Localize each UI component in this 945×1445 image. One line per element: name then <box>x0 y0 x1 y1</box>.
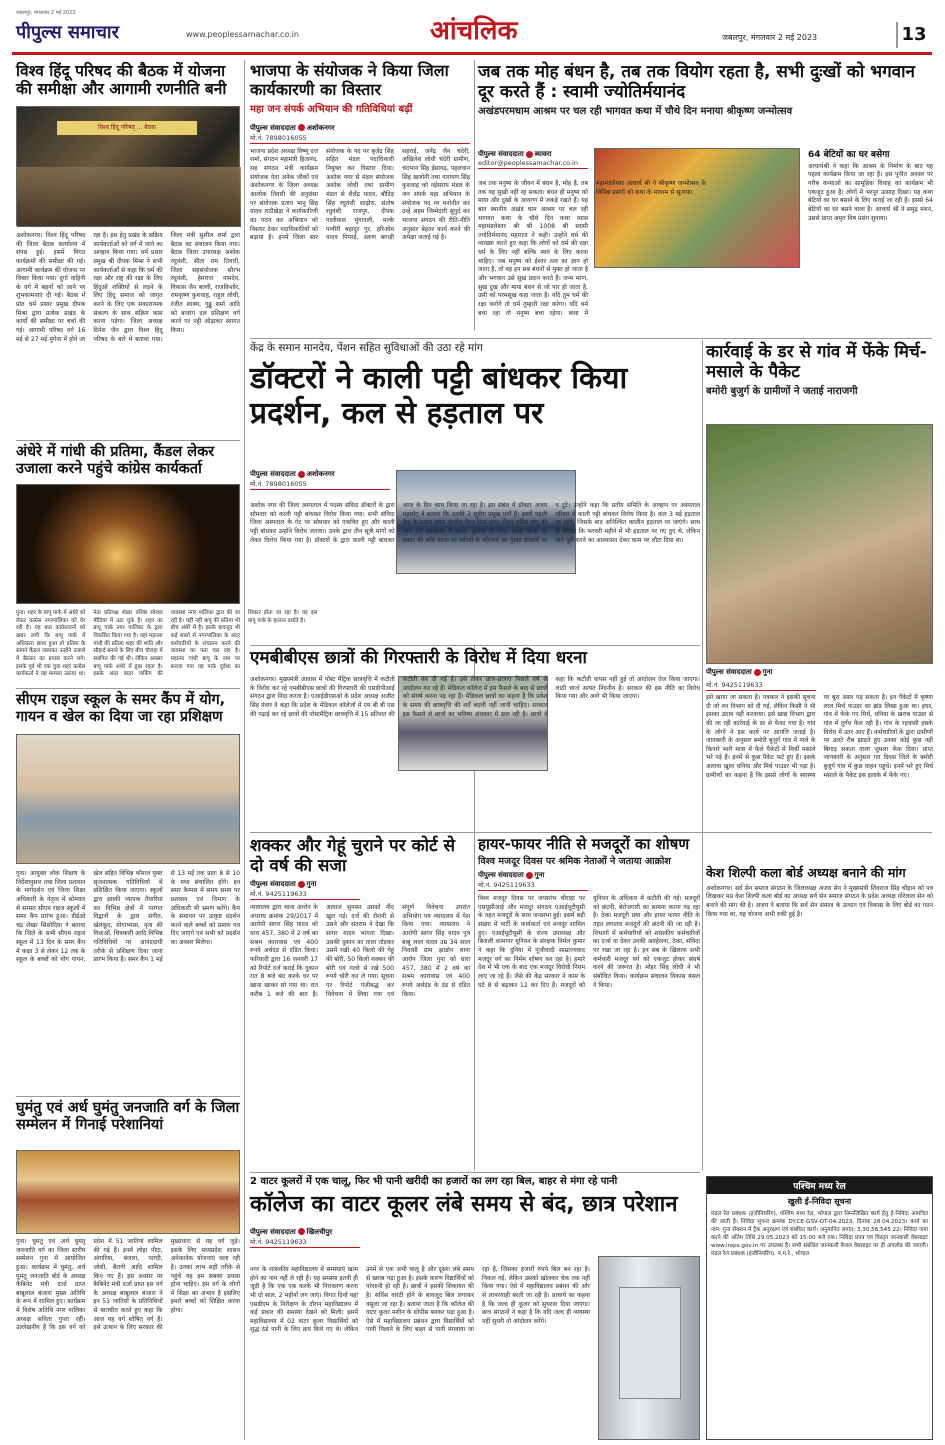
story-bjp <box>250 62 470 332</box>
article-body: अशोकनगर। मुख्यमंत्री आवास में पोस्ट मैट्रिक छात्रवृत्ति में कटौती के विरोध कर रहे एमबीबीएस छात्रों की गिरफ्तारी की एसडीपीआई संगठन द्वारा निंदा करता है। एआईडीएसओ के प्रदेश अध्यक्ष अजीत सिंह पंवार ने कहा कि प्रदेश के मेडिकल कॉलेजों में एम बी बी एस की पढ़ाई कर रहे छात्रों की पोस्टमैट्रिक छात्रवृत्ति में 15 प्रतिशत की कटौती कर दी गई है। इसे लेकर छात्र-छात्राएं पिछले वर्ष से आंदोलन कर रहे हैं। मेडिकल कॉलेज में इस फैसले के बाद से छात्रों को संघर्ष करना पड़ रहा है। मेडिकल छात्रों का कहना है कि प्रवेश के समय की छात्रवृत्ति की शर्तें बदली नहीं जानी चाहिए। सरकार इस फैसले से छात्रों का भविष्य अंधकार में डाल रही है। छात्रों ने कहा कि कटौती वापस नहीं हुई तो आंदोलन तेज किया जाएगा। लाठी चार्ज अत्यंत निंदनीय है। सरकार की इस नीति का विरोध किया गया और आगे भी किया जाएगा। <box>250 676 700 718</box>
headline: सीएम राइज स्कूल के समर कैंप में योग, गायन व खेल का दिया जा रहा प्रशिक्षण <box>16 692 226 726</box>
byline: पीपुल्स संवाददाता गुना <box>250 880 317 889</box>
photo-sammelan <box>16 1150 240 1234</box>
photo-candle-march <box>16 484 240 604</box>
article-body: अशोकनगर। सर्व सेन समाज संगठन के जिलाध्यक्ष अजय सेन ने मुख्यमंत्री शिवराज सिंह चौहान को पत्र लिखकर मप्र केश शिल्पी कला बोर्ड का अध्यक्ष सर्व सेन समाज संगठन के प्रदेश अध्यक्ष गोरेलाल सेन को बनाने की मांग की है। अजय ने बताया कि सर्व सेन समाज के उत्थान एवं विकास के लिए बोर्ड का गठन किया गया था, यह योजना अभी रुकी हुई है। <box>706 884 933 918</box>
page-number: 13 <box>896 22 930 48</box>
headline: केश शिल्पी कला बोर्ड अध्यक्ष बनाने की मांग <box>706 865 906 880</box>
article-body-cont <box>808 150 933 334</box>
byline-dot-icon <box>526 872 533 879</box>
photo-vhp-meeting <box>16 106 240 226</box>
photo-water-cooler <box>598 1256 700 1440</box>
article-body: गुना। आयुक्त लोक शिक्षण के निर्देशानुसार तथा जिला प्रशासन के मार्गदर्शन एवं जिला शिक्षा अधिकारी के नेतृत्व में सोमवार से समस्त सीएम राइज स्कूलों में समर कैंप प्रारंभ हुआ। डीईओ चंद्र शेखर सिसोदिया ने बताया कि जिले के सभी सीएम राइज स्कूल में 13 दिन के समर कैंप में कक्षा 3 से लेकर 12 तक के स्कूल के बच्चों को योग गायन, खेल सहित विभिन्न कौशल युक्त सृजनात्मक गतिविधियों में प्रशिक्षित किया जाएगा। स्कूलों द्वारा इसकी व्यापक तैयारियां कर विभिन्न क्षेत्रों में पारंगत विद्वानों के द्वारा संगीत, खेलकूद, योगाभ्यास, नृत्य की विधाओं, चित्रकारी आदि विभिन्न गतिविधियों पर आनंददायी तरीके से प्रशिक्षण दिया जाना प्रारंभ किया है। समर कैंप 1 मई से 13 मई तक प्रातः 8 से 10 के मध्य संचालित होंगे। इन समर कैम्पस में समय समय पर प्रशासन एवं विभाग के अधिकारी भी भ्रमण करेंगे। कैंप के समापन पर उत्कृष्ट प्रदर्शन करने वाले बच्चों को प्रमाण पत्र दिए जाएंगे एवं सभी को प्रदर्शन का अवसर मिलेगा। <box>16 870 240 964</box>
section-divider <box>250 832 932 833</box>
story-mirch <box>706 342 933 862</box>
story-ghumantu <box>16 1100 240 1440</box>
tender-body: मंडल रेल प्रबंधक (इंजीनियरिंग), पश्चिम मध्य रेल, भोपाल द्वारा निम्नलिखित कार्य हेतु ई-निविदा आमंत्रित की जाती है। निविदा सूचना क्रमांक DY.CE-GSV-OT-04-2023, दिनांक 28.04.2023। कार्य का नाम: गुना सेक्शन में ट्रैक अनुरक्षण एवं संबंधित कार्य। अनुमानित लागत: 3,30,56,545.22। निविदा जमा करने की अंतिम तिथि 29.05.2023 को 15:00 बजे तक। निविदा प्रपत्र एवं विस्तृत जानकारी वेबसाइट www.ireps.gov.in पर उपलब्ध है। सभी संबंधित जानकारी केवल वेबसाइट पर ही अपलोड की जाएगी। मंडल रेल प्रबंधक (इंजीनियरिंग), प.म.रे., भोपाल <box>711 1211 928 1257</box>
article-body: अशोक नगर की जिला अस्पताल में पदस्थ संविदा डॉक्टरों के द्वारा सोमवार को काली पट्टी बांधकर विरोध किया गया। सभी संविदा जिला अस्पताल के गेट पर सोमवार को एकत्रित हुए और काली पट्टी बांधकर उन्होंने विरोध जताया। उनके द्वारा तीन सूत्री मांगों को लेकर विरोध किया गया है। डॉक्टरों के द्वारा काली पट्टी बांधकर आज के दिन काम किया जा रहा है। इस संबंध में डॉक्टर अजय महलोत ने बताया कि उनकी 3 सूत्रीय प्रमुख मांगें हैं। इसमें पहली केंद्र के समान समय मानदेय वेतन दिया जाए। पेंशन स्कीम लागू की जाए एवं अस्पताल में बेहतर सुविधा दी जाए, ताकि किसी भी प्रकार की कोई घटना पर मरीजों के परिजनों का गुस्सा डॉक्टरों पर न टूटे। उन्होंने कहा कि प्रतीय समिति के आव्हान पर अस्पताल परिसर में काली पट्टी बांधकर विरोध किया है। कल 3 मई हड़ताल पर रहेंगे, जिसके बाद अनिश्चित कालीन हड़ताल पर जाएंगे। साथ ही बताया कि फरवरी महीने में भी हड़ताल पर गए हुए थे, लेकिन मांगें पूरी करने का आश्वासन देकर काम पर लौटा दिया था। <box>250 502 700 544</box>
section-title: आंचलिक <box>430 16 518 46</box>
subhead-64-betiyan: 64 बेटियों का घर बसेगा <box>808 150 890 160</box>
headline: अंधेरे में गांधी की प्रतिमा, कैंडल लेकर उजाला करने पहुंचे कांग्रेस कार्यकर्ता <box>16 444 215 478</box>
section-divider <box>250 1172 700 1173</box>
column-rule <box>702 340 703 1170</box>
article-body: इसे खाया जा सकता है। पत्रकार ने इसकी सूचना दी जो वन विभाग को दी गई, लेकिन किसी ने भी इसका उठाव नहीं करवाया। इसे खाद्य विभाग द्वारा की जा रही कार्रवाई के डर से फेंका गया है। गांव के लोगों ने इस कार्य पर आपत्ति जताई है। जानकारी के अनुसार बमोरी बुजुर्ग गांव में नाले के किनारे भारी मात्रा में फैले पैकेटों में मिर्ची मसाले भरे पड़े हैं। इनमें से कुछ पैकेट फटे हुए हैं। इसके अलावा खुला धनिया और मिर्च पाउडर भी पड़ा है। ग्रामीणों का कहना है कि इससे लोगों के स्वास्थ्य पर बुरा असर पड़ सकता है। इन पैकेटों में कृष्णा लाल मिर्च पाउडर का ब्रांड लिखा हुआ था। इधर, गांव में फेंके गए मिर्च, धनिया के खराब पाउडर से गांव में दुर्गंध फैल रही है। गांव के रहवासी इसके विरोध में उतर आए हैं। कर्मचारियों के द्वारा ग्रामीणों पर उलटे रौब झाड़ते हुए उनका कोई कुछ नहीं बिगाड़ सकता वाला जुमला फेंक दिया। प्राप्त जानकारी के अनुसार गत दिवस जिले के बमोरी बुजुर्ग गांव में कुछ वाहन पहुंचे। इनमें भरे हुए मिर्च मसाले के पैकेट इस इलाके में फेंके गए। <box>706 694 933 779</box>
brand-name: पीपुल्स समाचार <box>16 22 119 43</box>
column-rule <box>244 60 245 1440</box>
masthead <box>0 0 945 56</box>
headline: डॉक्टरों ने काली पट्टी बांधकर किया प्रदर्शन, कल से हड़ताल पर <box>250 360 628 431</box>
article-body: अशोकनगर। विश्व हिंदू परिषद की जिला बैठक कार्यालय में संपन्न हुई। इसमें विगत कार्यक्रमों की समीक्षा की गई। आगामी कार्यक्रम की योजना पर विचार किया गया। दुर्गा वाहिनी के वर्ग में बहनों को जाने पर शुभकामनाएं दी गईं। बैठक में प्रांत धर्म प्रसार प्रमुख दीपक मिश्रा द्वारा प्रत्येक प्रखंड के कार्यों की समीक्षा पर चर्चा की गई। आगामी परिषद वर्ग 16 मई से 27 मई मुंगेना में होने जा रहा है। इस हेतु प्रखंड के सक्रिय कार्यकर्ताओं को वर्ग में जाने का आव्हान किया गया। धर्म प्रसार प्रमुख श्री दीपक मिश्रा ने सभी कार्यकर्ताओं से कहा कि धर्म की रक्षा और राष्ट्र की रक्षा के लिए हिंदुओं शक्तियों से लड़ने के लिए हिंदू समाज को जागृत करने के लिए एक सकारात्मक संकल्प के साथ सक्रिय काम करना पड़ेगा। जिला अध्यक्ष दिनेश जैन द्वारा विश्व हिंदू परिषद के बारे में बताया गया। जिला मंत्री सुशील शर्मा द्वारा बैठक का संचालन किया गया। बैठक जिला उपाध्यक्ष अशोक रघुवंशी, सीता राम तिवारी, जिला सहसंयोजक सौरभ रघुवंशी, हेमराज नामदेव, विकास जैन बल्ली, राजकिशोर, रामकृष्ण कुशवाह, राहुल लोधी, रंजीत शाक्य, गुड्डू शर्मा आदि को बजरंग दल प्रशिक्षण वर्ग करने पर पट्टी ओढ़ाकर स्वागत किया। <box>16 232 240 343</box>
article-body: भाजपा प्रदेश अध्यक्ष विष्णु दत्त शर्मा, संगठन महामंत्री हितानंद, सह संगठन मंत्री कार्यक्रम संयोजक नेता अनेक जीकों एवं अशोकनगर के जिला अध्यक्ष आलोक तिवारी की अनुशंसा पर संयोजक प्रताप भानु सिंह यादव राठौखेड़ा ने कार्यकारिणी का गठन कर अभियान को विस्तार देकर पदाधिकारियों को बढ़ाया है। इनमें जिला स्तर संयोजक के पद पर बृजेंद्र सिंह सहित मंडल पदाधिकारी नियुक्त कर विस्तार दिया। अशोक नगर से मंडल संयोजक अशोक लोधी तथा ग्रामीण मंडल से शैलेंद्र यादव, बौदिड़ सिंह रघुवंशी शाढ़ोरा, संतोष रघुवंशी राजपुर, दीपक पालीवाल मुंगावली, मल्के पन्वीरी बहादुर पुर, हरिओम यादव पिपरई, अरुण बागड़ी सहराई, जनेंद्र जैन चंदेरी, अखिलेश लोधी चंदेरी ग्रामीण, चंदभान सिंह ईसागढ़, पहलवान सिंह खजोनी तथा नारायण सिंह कुशवाह को नईसराय मंडल के जन संपर्क महा अभियान के संयोजक पद पर मनोनीत कर उन्हें अहम जिम्मेदारी सुपुर्द कर भाजपा संगठन की रीति-नीति अनुसार बेहतर कार्य करने की अपेक्षा जताई गई है। <box>250 147 470 242</box>
section-divider <box>250 338 932 339</box>
kicker: 2 वाटर कूलरों में एक चालू, फिर भी पानी खरीदी का हजारों का लग रहा बिल, बाहर से मंगा रहे पानी <box>250 1176 618 1187</box>
byline: पीपुल्स संवाददाता गुना <box>706 668 773 676</box>
article-body-2: आचार्यश्री ने कहा कि आश्रम के निर्माण के बाद यह पहला कार्यक्रम किया जा रहा है। इस पुनीत अवसर पर गरीब कन्याओं का सामूहिक विवाह का कार्यक्रम भी एकजुट हुआ है। लोगों में भरपूर उत्साह दिखा। यह कथा बेटियों का घर बसाने के लिए कराई जा रही है। इससे 64 बेटियों का घर बसने वाला है। आचार्य श्री ने समुद्र मंथन, उससे प्राप्त अमृत विष प्रसंग सुनाया। <box>808 162 933 222</box>
headline: हायर-फायर नीति से मजदूरों का शोषण <box>478 835 690 853</box>
photo-dumped-packets <box>706 424 933 664</box>
subhead: महा जन संपर्क अभियान की गतिविधियां बढ़ीं <box>250 103 413 115</box>
photo-people-row <box>17 167 241 227</box>
byline-mobile: मो.नं. 7898016055 <box>250 479 390 490</box>
issue-date: जबलपुर, मंगलवार 2 मई 2023 <box>722 33 818 42</box>
byline-location: अशोकनगर <box>306 123 335 132</box>
section-divider <box>250 645 700 646</box>
headline: घुमंतु एवं अर्ध घुमंतु जनजाति वर्ग के जिला सम्मेलन में गिनाई परेशानियां <box>16 1100 240 1134</box>
byline-mobile: मो.नं. 9425119633 <box>478 880 588 891</box>
masthead-rule <box>12 52 932 55</box>
website-link[interactable]: www.peoplessamachar.co.in <box>186 30 299 39</box>
byline-mobile: मो.नं. 7898016055 <box>250 133 470 144</box>
story-shakkar <box>250 836 470 1166</box>
subhead: विश्व मजदूर दिवस पर श्रमिक नेताओं ने जताया आक्रोश <box>478 855 671 867</box>
cooler-panel <box>619 1287 681 1399</box>
tender-notice <box>706 1176 933 1440</box>
story-vhp <box>16 62 240 437</box>
article-body: गुना। घुमंतु एवं अर्ध घुमंतु जनजाति वर्ग का जिला स्तरीय सम्मेलन गुना में आयोजित हुआ। कार्यक्रम में घुमंतु, अर्ध घुमंतु जनजाति बोर्ड के अध्यक्ष कैबिनेट मंत्री दर्जा प्राप्त बाबूलाल बंजारा मुख्य अतिथि के रूप में शामिल हुए। कार्यक्रम में विशेष अतिथि नगर पालिका अध्यक्ष सविता गुप्ता रहीं। उल्लेखनीय है कि इस वर्ग को प्रदेश में 51 जातियां शामिल की गई हैं। इनमें लोहा पीटा, अंगारिया, बंजारा, पारदी, जोशी, बैरागी आदि शामिल किए गए हैं। इस अवसर पर कैबिनेट मंत्री दर्जा प्राप्त इस वर्ग के अध्यक्ष बाबूलाल बंजारा ने इन 51 जातियों के प्रतिनिधियों से बातचीत करते हुए कहा कि आज यह वर्ग शोषित वर्ग है। इसे उत्थान के लिए सरकार की मुख्यधारा से यह वर्ग जुड़े। इसके लिए मध्यप्रदेश शासन अनेकानेक योजनाएं चला रही है। उनका लाभ सही तरीके से पहुंचे यह हम सबका प्रयास होना चाहिए। इस वर्ग के लोगों में शिक्षा का अभाव है इसलिए हमारे बच्चों को शिक्षित करना होगा। <box>16 1238 240 1332</box>
tender-title: खुली ई-निविदा सूचना <box>787 1197 852 1206</box>
section-divider <box>16 440 240 441</box>
article-body: विश्व मजदूर दिवस पर जयस्तंभ चौराहा पर एसयूसीआई और मजदूर संगठन एआईयूटीयूसी के तहत मजदूरों के साथ जनसभा हुई। इसमें बड़ी संख्या में पार्टी के कार्यकर्ता एवं मजदूर शामिल हुए। एआईयूटीयूसी के राज्य उपाध्यक्ष और बिजली कामगार यूनियन के संरक्षक निर्मल कुमार ने कहा कि दुनिया में पूंजीवादी साम्राज्यवाद मजदूर वर्ग का निर्मम शोषण कर रहा है। हमारे देश में भी एक के बाद एक मजदूर विरोधी नियम लाए जा रहे हैं। जैसे की केंद्र सरकार ने काम के घंटे 8 से बढ़ाकर 12 कर दिए हैं। मजदूरों को यूनियन के अधिकार में कटौती की गई। मजदूरों को छंटनी, बेरोजगारी का सामना करना पड़ रहा है। ठेका मजदूरी प्रथा और हायर फायर नीति के तहत लगातार मजदूरों की छंटनी की जा रही है। विभागों में कर्मचारियों को शासकीय कर्मचारियों का दर्जा ना देकर उनकी अवहेलना, ठेका, संविदा पर रखा जा रहा है। इन सब के खिलाफ सभी कर्मचारी मजदूर वर्ग को एकजुट होकर संघर्ष करने की जरूरत है। मोहर सिंह लोधी ने भी संबोधित किया। कार्यक्रम संचालन विकास बंसल ने किया। <box>478 895 700 989</box>
byline-mobile: मो.नं. 9425119633 <box>250 1237 360 1248</box>
tender-header: पश्चिम मध्य रेल <box>707 1177 932 1194</box>
byline <box>250 124 470 133</box>
byline-dot-icon <box>298 881 305 888</box>
subhead: अखंडपरमधाम आश्रम पर चल रही भागवत कथा में चौथे दिन मनाया श्रीकृष्ण जन्मोत्सव <box>478 106 793 118</box>
story-cooler <box>250 1176 700 1440</box>
story-school <box>16 692 240 1092</box>
photo-yoga-camp <box>16 734 240 864</box>
byline-email[interactable]: editor@peoplessamachar.co.in <box>478 159 588 169</box>
headline: शक्कर और गेहूं चुराने पर कोर्ट से दो वर्ष की सजा <box>250 836 456 877</box>
brand-tagline: जबलपुर, मंगलवार 2 मई 2023 <box>16 10 76 16</box>
masthead-brand-logo <box>16 20 182 42</box>
photo-kathа-stage <box>594 148 800 268</box>
byline-block: पीपुल्स संवाददाता ब्यावरा editor@peoplessamachar.co.in <box>478 150 588 169</box>
photo-banner: विश्व हिंदू परिषद् ... बैठक <box>57 121 197 135</box>
headline: विश्व हिंदू परिषद की बैठक में योजना की समीक्षा और आगामी रणनीति बनी <box>16 62 227 99</box>
byline-dot-icon <box>526 151 533 158</box>
story-mbbs <box>250 648 700 828</box>
byline-dot-icon <box>298 1228 305 1235</box>
headline: कार्रवाई के डर से गांव में फेंके मिर्च-मसाले के पैकेट <box>706 342 927 383</box>
section-divider <box>16 1096 240 1097</box>
article-body: नगर के शासकीय महाविद्यालय में समस्याएं खत्म होने का नाम नहीं ले रही हैं। यह समस्या इतनी ही जुड़ी है कि एक एक करके भी निराकरण करना भी दो साल, 2 महीनों लग जाएं। विगत दिनों यहां एसडीएम के निरीक्षण के दौरान महाविद्यालय में कई प्रकार की समस्या देखने को मिली। इसमें महाविद्यालय में 02 वाटर कूलर विद्यार्थियों को शुद्ध ठंडे पानी के लिए क्रय किये गए थे। लेकिन उनमें से एक अभी चालू है और दूसरा लंबे समय से खराब पड़ा हुआ है। इसके कारण विद्यार्थियों को परेशानी हो रही है। छात्रों ने इसकी शिकायत की है। सर्विस वारंटी होने के बावजूद बिल लगाकर वसूला जा रहा है। बताया जाता है कि कॉलेज की वाटर कूलर मशीन के शोपीस बनकर पड़ा हुआ है। ऐसे में महाविद्यालय प्रबंधन द्वारा विद्यार्थियों को पानी पिलाने के लिए बाहर से पानी मंगवाया जा रहा है, जिसका हजारों रुपये बिल बन रहा है। निकल गई, लेकिन उसको खोलकर चेक तक नहीं किया गया। ऐसे में महाविद्यालय प्रबंधन की ओर से लापरवाही बरती जा रही है। प्राचार्य का कहना है कि जल्द ही कूलर को सुधरवा दिया जाएगा। छात्र संगठनों ने कहा है कि यदि जल्द ही व्यवस्था नहीं सुधरी तो आंदोलन करेंगे। <box>250 1266 590 1334</box>
headline: एमबीबीएस छात्रों की गिरफ्तारी के विरोध में दिया धरना <box>250 648 587 668</box>
headline: कॉलेज का वाटर कूलर लंबे समय से बंद, छात्र परेशान <box>250 1192 678 1217</box>
story-doctors <box>250 342 700 642</box>
subhead: बमोरी बुजुर्ग के ग्रामीणों ने जताई नाराजगी <box>706 386 858 398</box>
article-body: जब तक मनुष्य के जीवन में बंधन है, मोह है, तब तक वह सुखी नहीं रह सकता। बंधन ही मनुष्य को माया और दुखों के आवरण में जकड़े रखते हैं। यह बात स्थानीय अखंड धाम आश्रम पर चल रही भागवत कथा के चौथे दिन कथा व्यास महामंडलेश्वर श्री श्री 1008 श्री स्वामी ज्योतिर्मयानंद महाराज ने कही। उन्होंने धर्म की व्याख्या करते हुए कहा कि लोगों को धर्म की रक्षा धर्म के लिए नहीं बल्कि स्वयं के लिए करना चाहिए। जब मनुष्य को ईश्वर तत्व का ज्ञान हो जाता है, तो वह इन सब बंधनों से मुक्त हो जाता है और भगवान उसे सुख प्रदान करते हैं। जन्म मरण, सुख दुख और माया बंधन से जो पार हो जाता है, उसी को परमसुख कहा जाता है। यदि तुम धर्म की रक्षा करोगे तो धर्म तुम्हारी रक्षा करेगा। यदि धर्म बचा रहा तो मनुष्य बचा रहेगा। कथा में <box>478 180 588 317</box>
kicker: केंद्र के समान मानदेय, पेंशन सहित सुविधाओं की उठा रहे मांग <box>250 342 483 354</box>
section-divider <box>16 688 240 689</box>
byline-mobile: मो.नं. 9425119633 <box>706 680 816 691</box>
story-kesh <box>706 866 933 1016</box>
byline: पीपुल्स संवाददाता खिलचीपुर <box>250 1227 333 1236</box>
story-mohbandhan <box>478 62 933 334</box>
headline: भाजपा के संयोजक ने किया जिला कार्यकारणी का विस्तार <box>250 61 449 99</box>
byline: पीपुल्स संवाददाता गुना <box>478 871 545 880</box>
byline-dot-icon <box>754 669 761 676</box>
byline-mobile: मो.नं. 9425119633 <box>250 889 360 900</box>
byline-dot-icon <box>298 124 305 131</box>
byline-block: पीपुल्स संवाददाता अशोकनगर मो.नं. 7898016055 <box>250 470 390 490</box>
byline-publisher: पीपुल्स संवाददाता <box>250 123 296 132</box>
article-body: न्यायालय द्वारा थाना आरोन के अपराध क्रमांक 29/2017 में आरोपी सागर सिंह यादव को धारा 457, 380 में 2 वर्ष का सश्रम कारावास एवं 400 रुपये अर्थदंड से दंडित किया। फरियादी द्वारा 16 जनवरी 17 को रिपोर्ट दर्ज कराई कि दुकान रात 8 बजे बंद करके घर पर खाना खाकर सो गया था। रात करीब 1 बजे की बात है। आवाज सुनकर उसको नींद खुल गई। दर्ज की रोशनी से उसने और संतराम ने देखा कि सागर यादव भागता दिखा। उसकी दुकान का ताला तोड़कर उसमें रखी 40 किलो की गेहूं की बोरी, 50 किलो शक्कर की बोरी एवं गल्ले से रखे 500 रुपये चोरी कर ले गया। सूचना पर रिपोर्ट पंजीबद्ध कर विवेचना में लिया गया एवं संपूर्ण विवेचना उपरांत अभियोग पत्र न्यायालय में पेश किया गया। न्यायालय ने आरोपी सागर सिंह यादव पुत्र बाबु लाल यादव उम्र 34 साल निवासी ग्राम झाडोन थाना आरोन जिला गुना को धारा 457, 380 में 2 वर्ष का सश्रम कारावास एवं 400 रुपये अर्थदंड के दंड से दंडित किया। <box>250 904 470 998</box>
byline-dot-icon <box>298 471 305 478</box>
story-hire <box>478 836 700 1166</box>
article-body: गुना। शहर के बापू पार्क में अंधेरे को लेकर कांग्रेस नगरपालिका को घेर रही है। यह बात कांग्रेसजनों को खबर लगी कि बापू पार्क में अधिकारा छाया हुआ तो प्रतिमा के सामने कैंडल जलाकर उन्होंने उजाले में बैठकर का प्रयास करने लगे। इसके पूर्व भी एक युवा शहर कांग्रेस कार्यकर्ता ने यह मामला उठाया था। नेता प्रतिपक्ष शेखर वशिष्ठ सोशल मीडिया में उठा चुके हैं। शहर का बापू पार्क नगर पालिका के द्वारा विकसित किया गया है। यहां महात्मा गांधी की प्रतिमा शहर की शांति और सौहार्द बनाने के लिए बीच चौराहा में स्थापित की गई थी। लेकिन अक्सर बापू पार्क अंधेरे में डूबा रहता है। इसके अंदर बाहर पार्किंग की व्यवस्था नगर पालिका द्वारा की जा रही है। यहीं नहीं बापू की प्रतिमा भी बीच अंधेरे में है। इसके बावजूद भी कई सालों से नगरपालिका के अंदर कर्मचारियों के संचालन करने की व्यवस्था का पता चल रहा है। महात्मा गांधी बापू के नाम पर बनाया गया यह पार्क दुर्दशा का शिकार होता जा रहा है। यह इस बापू पार्क के हालात दर्शाते हैं। <box>16 610 318 678</box>
headline: जब तक मोह बंधन है, तब तक वियोग रहता है, सभी दुःखों को भगवान दूर करते हैं : स्वामी ज्योतिर्मयानंद <box>478 62 915 103</box>
column-rule <box>474 60 475 330</box>
